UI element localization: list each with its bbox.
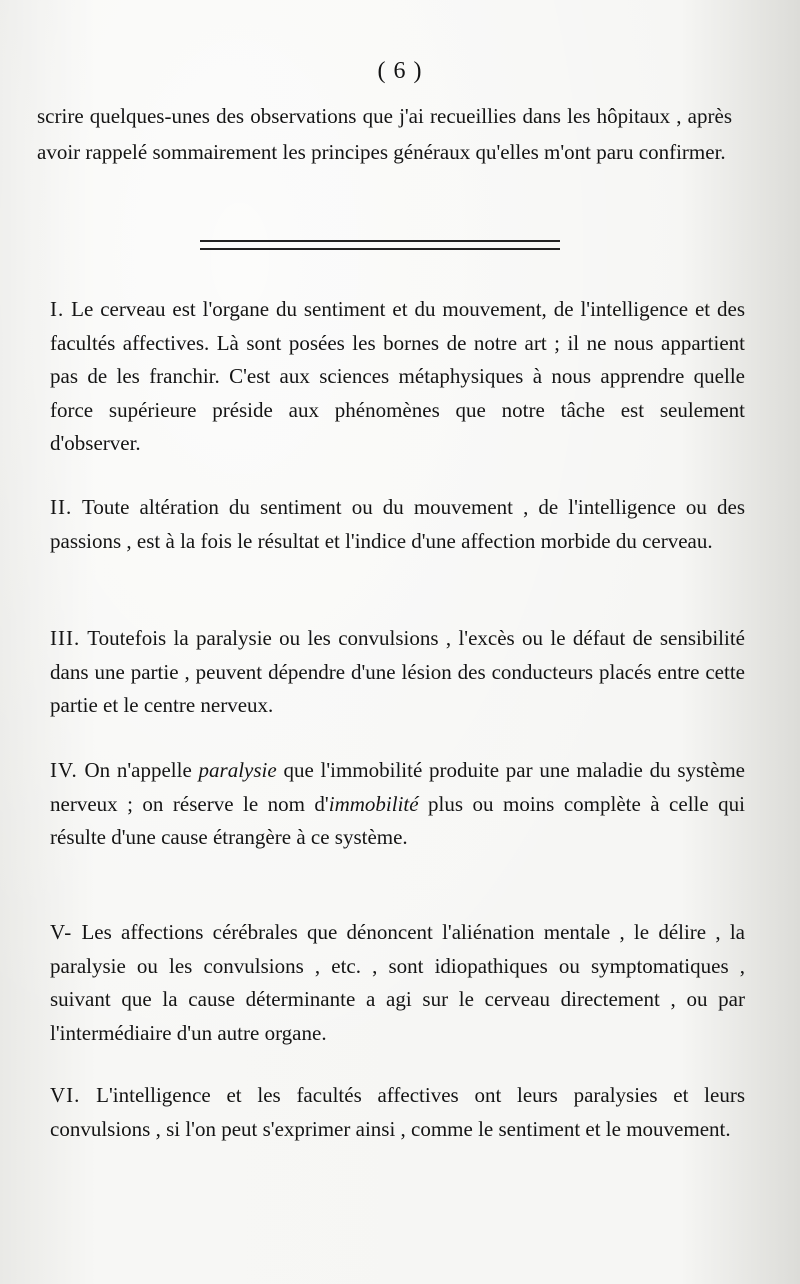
page-number: ( 6 )	[377, 58, 423, 84]
section-italic-term: immobilité	[328, 791, 419, 816]
section-text: Toutefois la paralysie ou les convulsions , l'excès ou le défaut de sensibilité dans une partie , peuvent dépendre d'une lésion des conducteurs placés entre cette partie et le centre nerveux.	[50, 626, 745, 717]
section-5	[37, 916, 745, 1050]
section-numeral: III.	[50, 626, 81, 650]
section-3	[37, 622, 745, 723]
section-text: Les affections cérébrales que dénoncent l'aliénation mentale , le délire , la paralysie ou les convulsions , etc. , sont idiopathiques ou symptomatiques , suivant que la cause déterminante a agi sur le cerveau directement , ou par l'intermédiaire d'un autre organe.	[50, 920, 745, 1045]
divider-rule-top	[200, 240, 560, 242]
section-text: L'intelligence et les facultés affectives ont leurs paralysies et leurs convulsions , si l'on peut s'exprimer ainsi , comme le sentiment et le mouvement.	[50, 1083, 746, 1141]
section-text: Toute altération du sentiment ou du mouvement , de l'intelligence ou des passions , est à la fois le résultat et l'indice d'une affection morbide du cerveau.	[50, 495, 745, 553]
section-numeral: I.	[50, 297, 65, 321]
section-text: On n'appelle	[84, 758, 192, 782]
intro-paragraph: scrire quelques-unes des observations que j'ai recueillies dans les hôpitaux , après avoir rappelé sommairement les principes généraux qu'elles m'ont paru confirmer.	[37, 104, 732, 164]
section-1	[37, 293, 745, 461]
divider-rule-bottom	[200, 248, 560, 250]
section-4	[37, 754, 745, 855]
section-6	[37, 1079, 745, 1146]
section-italic-term: paralysie	[198, 758, 277, 782]
section-numeral: V-	[50, 920, 73, 944]
section-numeral: IV.	[50, 758, 78, 782]
section-text: plus ou moins complète à celle qui résulte d'une cause étrangère à ce système.	[50, 791, 746, 849]
section-numeral: VI.	[50, 1083, 81, 1107]
section-text: Le cerveau est l'organe du sentiment et du mouvement, de l'intelligence et des facultés affectives. Là sont posées les bornes de notre art ; il ne nous appartient pas de les franchir. C'est aux sciences métaphysiques à nous apprendre quelle force supérieure préside aux phénomènes que notre tâche est seulement d'observer.	[50, 297, 746, 455]
section-numeral: II.	[50, 495, 73, 519]
section-2	[37, 491, 745, 558]
section-text: que l'immobilité produite par une maladie du système nerveux ; on réserve le nom d'	[50, 758, 745, 816]
